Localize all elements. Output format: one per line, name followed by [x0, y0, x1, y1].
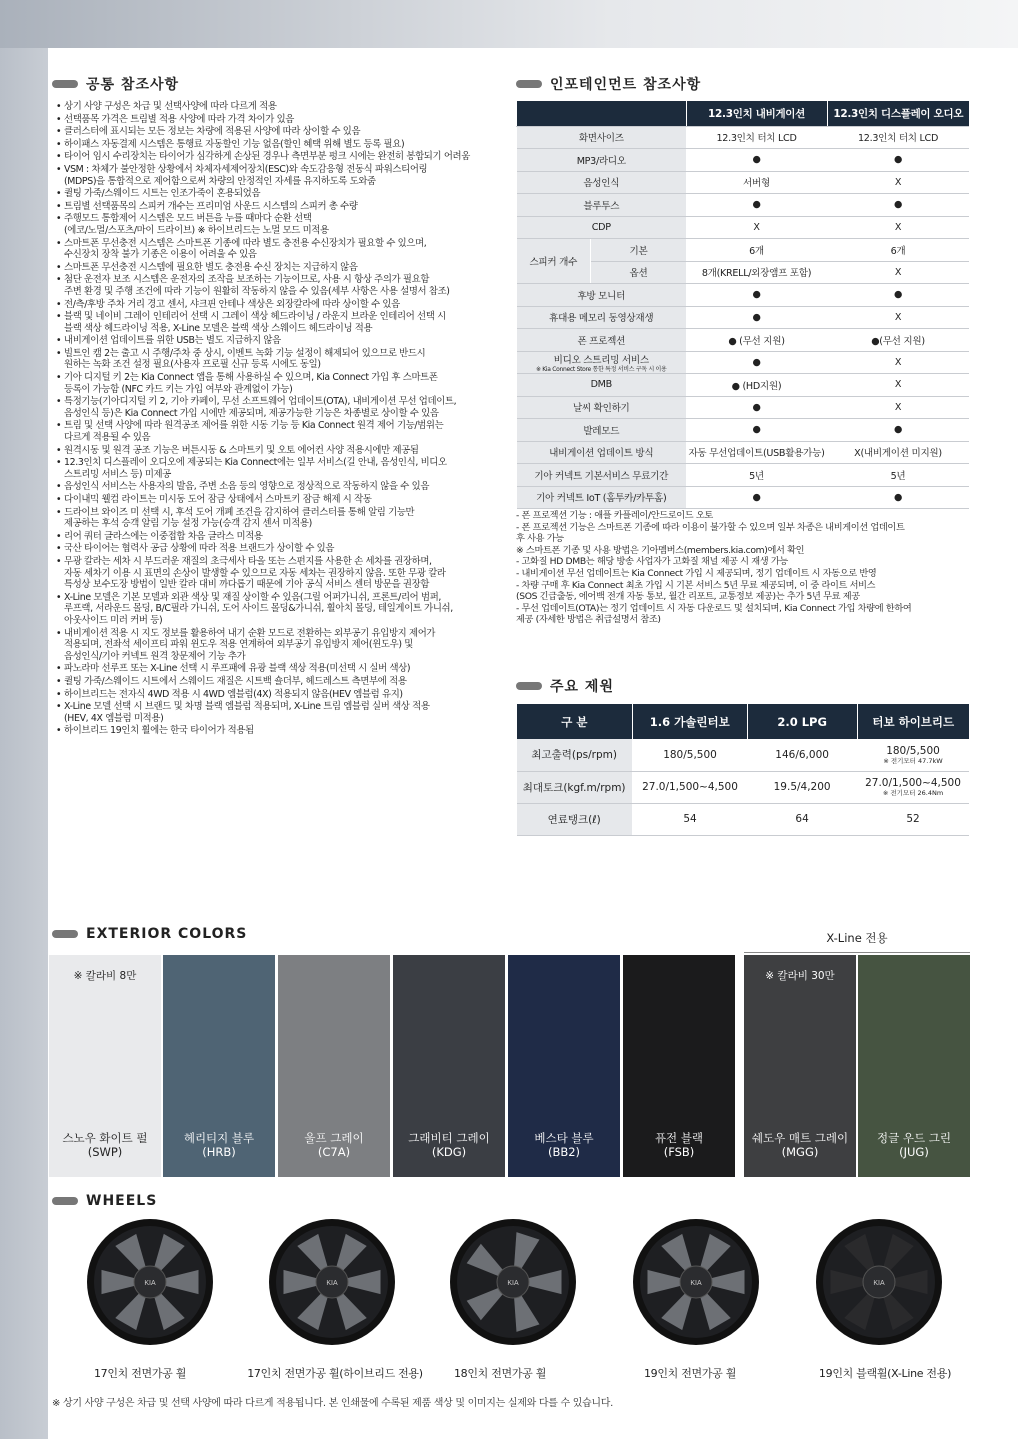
svg-text:KIA: KIA	[326, 1280, 338, 1287]
color-name: 정글 우드 그린 (JUG)	[877, 1131, 951, 1159]
top-band	[0, 0, 1018, 48]
color-name: 스노우 화이트 펄 (SWP)	[62, 1131, 148, 1159]
note-item: • 빌트인 캠 2는 출고 시 주행/주차 중 상시, 이벤트 녹화 기능 설정이 해제되어 있으므로 반드시 원하는 녹화 조건 설정 필요(사용자 프로필 신규 등록 시에도 동일)	[56, 348, 506, 371]
spec-row-fuel: 연료탱크(ℓ) 54 64 52	[517, 803, 970, 835]
note-item: • 음성인식 서비스는 사용자의 발음, 주변 소음 등의 영향으로 정상적으로 작동하지 않을 수 있음	[56, 481, 506, 493]
note-item: • 하이패스 자동결제 시스템은 통행료 자동할인 기능 없음(할인 혜택 위해 별도 등록 필요)	[56, 139, 506, 151]
color-swatch	[278, 955, 390, 1177]
note-item: • 12.3인치 디스플레이 오디오에 제공되는 Kia Connect에는 일부 서비스(길 안내, 음성인식, 비디오 스트리밍 서비스 등) 미제공	[56, 457, 506, 480]
specs-title: 주요 제원	[516, 676, 614, 696]
spec-row-torque: 최대토크(kgf.m/rpm) 27.0/1,500~4,500 19.5/4,200 27.0/1,500~4,500 ※ 전기모터 26.4Nm	[517, 771, 970, 803]
col-navigation: 12.3인치 내비게이션	[686, 101, 827, 126]
info-row-speaker: 스피커 개수 기본 6개 6개	[517, 239, 970, 262]
wheel-label: 17인치 전면가공 휠(하이브리드 전용)	[247, 1367, 423, 1380]
info-row: CDP X X	[517, 216, 970, 239]
note-item: • 리어 쿼터 글라스에는 이중접합 차음 글라스 미적용	[56, 531, 506, 543]
svg-text:KIA: KIA	[144, 1280, 156, 1287]
note-item: • 상기 사양 구성은 차급 및 선택사양에 따라 다르게 적용	[56, 101, 506, 113]
wheel-label: 18인치 전면가공 휠	[453, 1367, 547, 1380]
note-item: • 퀼팅 가죽/스웨이드 시트는 인조가죽이 혼용되었음	[56, 188, 506, 200]
info-row: 발레모드 ● ●	[517, 419, 970, 442]
infotainment-title: 인포테인먼트 참조사항	[516, 74, 701, 94]
color-name: 퓨전 블랙 (FSB)	[654, 1131, 704, 1159]
infotainment-table	[516, 101, 969, 509]
info-row: MP3/라디오 ● ●	[517, 149, 970, 172]
specs-table	[516, 704, 969, 836]
note-item: • 다이내믹 웰컴 라이트는 미시동 도어 잠금 상태에서 스마트키 잠금 해제 시 작동	[56, 494, 506, 506]
spec-header: 구 분	[517, 704, 633, 739]
note-item: • 블랙 및 네이비 그레이 인테리어 선택 시 그레이 색상 헤드라이닝 / 라운지 브라운 인테리어 선택 시 블랙 색상 헤드라이닝 적용, X-Line 모델은 블랙 색상 스웨이드 헤드라이닝 적용	[56, 311, 506, 334]
note-item: • 스마트폰 무선충전 시스템에 필요한 별도 충전용 수신 장치는 지급하지 않음	[56, 262, 506, 274]
note-item: • 트림 및 선택 사양에 따라 원격공조 제어를 위한 시동 기능 등 Kia Connect 원격 제어 기능/범위는 다르게 적용될 수 있음	[56, 420, 506, 443]
info-row: DMB ● (HD지원) X	[517, 374, 970, 397]
note-item: • VSM : 차체가 불안정한 상황에서 차체자세제어장치(ESC)와 속도감응형 전동식 파워스티어링 (MDPS)을 통합적으로 제어함으로써 차량의 안정적인 자세를 유지하도록 도와줌	[56, 164, 506, 187]
note-item: • X-Line 모델 선택 시 브랜드 및 차명 블랙 엠블럼 적용되며, X-Line 트림 엠블럼 실버 색상 적용 (HEV, 4X 엠블럼 미적용)	[56, 701, 506, 724]
note-item: • 첨단 운전자 보조 시스템은 운전자의 조작을 보조하는 기능이므로, 사용 시 항상 주의가 필요함 주변 환경 및 주행 조건에 따라 기능이 원활히 작동하지 않을 수 있음(세부 사항은 사용 설명서 참조)	[56, 274, 506, 297]
info-row: 기아 커넥트 IoT (홈투카/카투홈) ● ●	[517, 486, 970, 509]
wheel-image	[815, 1218, 943, 1346]
color-swatch	[508, 955, 620, 1177]
note-item: • 내비게이션 업데이트를 위한 USB는 별도 지급하지 않음	[56, 335, 506, 347]
color-name: 울프 그레이 (C7A)	[304, 1131, 364, 1159]
svg-text:KIA: KIA	[507, 1280, 519, 1287]
info-row: 날씨 확인하기 ● X	[517, 396, 970, 419]
spec-header: 2.0 LPG	[747, 704, 857, 739]
note-item: • 무광 칼라는 세차 시 부드러운 재질의 초극세사 타올 또는 스펀지를 사용한 손 세차를 권장하며, 자동 세차기 이용 시 표면의 손상이 발생할 수 있으므로 자동 세차는 권장하지 않음. 또한 무광 칼라 특성상 보수도장 방법이 일반 칼라 대비 까다롭기 때문에 기아 공식 서비스 센터 방문을 권장함	[56, 556, 506, 591]
note-item: • 주행모드 통합제어 시스템은 모드 버튼을 누를 때마다 순환 선택 (에코/노멀/스포츠/마이 드라이브) ※ 하이브리드는 노멀 모드 미적용	[56, 213, 506, 236]
info-row: 화면사이즈 12.3인치 터치 LCD 12.3인치 터치 LCD	[517, 126, 970, 149]
spec-row-power: 최고출력(ps/rpm) 180/5,500 146/6,000 180/5,500 ※ 전기모터 47.7kW	[517, 739, 970, 771]
color-name: 베스타 블루 (BB2)	[534, 1131, 594, 1159]
note-item: • 하이브리드는 전자식 4WD 적용 시 4WD 엠블럼(4X) 적용되지 않음(HEV 엠블럼 유지)	[56, 689, 506, 701]
wheel-label: 19인치 블랙휠(X-Line 전용)	[818, 1367, 952, 1380]
note-item: • 퀼팅 가죽/스웨이드 시트에서 스웨이드 재질은 시트백 숄더부, 헤드레스트 측면부에 적용	[56, 676, 506, 688]
note-item: • 전/측/후방 주차 거리 경고 센서, 샤크핀 안테나 색상은 외장칼라에 따라 상이할 수 있음	[56, 299, 506, 311]
note-item: • 트림별 선택품목의 스피커 개수는 프리미엄 사운드 시스템의 스피커 총 수량	[56, 201, 506, 213]
note-item: • 하이브리드 19인치 휠에는 한국 타이어가 적용됨	[56, 725, 506, 737]
note-item: • 국산 타이어는 협력사 공급 상황에 따라 적용 브랜드가 상이할 수 있음	[56, 543, 506, 555]
color-name: 그래비티 그레이 (KDG)	[408, 1131, 490, 1159]
info-row: 휴대용 메모리 동영상재생 ● X	[517, 306, 970, 329]
color-swatch	[49, 955, 161, 1177]
exterior-title: EXTERIOR COLORS	[52, 926, 247, 942]
color-swatch	[623, 955, 735, 1177]
note-item: • X-Line 모델은 기본 모델과 외관 색상 및 재질 상이할 수 있음(그릴 어퍼가니쉬, 프론트/리어 범퍼, 루프랙, 서라운드 몰딩, B/C필라 가니쉬, 도어 사이드 몰딩&가니쉬, 휠아치 몰딩, 테일게이트 가니쉬, 아웃사이드 미러 커버 등)	[56, 592, 506, 627]
note-item: • 스마트폰 무선충전 시스템은 스마트폰 기종에 따라 별도 충전용 수신장치가 필요할 수 있으며, 수신장치 장착 불가 기종은 이용이 어려울 수 있음	[56, 238, 506, 261]
svg-text:KIA: KIA	[873, 1280, 885, 1287]
spec-header: 1.6 가솔린터보	[632, 704, 747, 739]
color-price-note: ※ 칼라비 8만	[73, 970, 137, 982]
wheels-title: WHEELS	[52, 1193, 157, 1209]
info-row: 기아 커넥트 기본서비스 무료기간 5년 5년	[517, 464, 970, 487]
xline-label: X-Line 전용	[744, 930, 970, 953]
color-price-note: ※ 칼라비 30만	[765, 970, 835, 982]
info-row: 폰 프로젝션 ● (무선 지원) ●(무선 지원)	[517, 329, 970, 352]
wheel-image	[268, 1218, 396, 1346]
spec-header: 터보 하이브리드	[857, 704, 969, 739]
wheel-label: 17인치 전면가공 휠	[93, 1367, 187, 1380]
color-name: 쉐도우 매트 그레이 (MGG)	[751, 1131, 849, 1159]
info-row: 음성인식 서버형 X	[517, 171, 970, 194]
wheel-image	[86, 1218, 214, 1346]
note-item: • 파노라마 선루프 또는 X-Line 선택 시 루프패에 유광 블랙 색상 적용(미선택 시 실버 색상)	[56, 663, 506, 675]
info-row: 내비게이션 업데이트 방식 자동 무선업데이트(USB활용가능) X(내비게이션 미지원)	[517, 441, 970, 464]
info-row: 후방 모니터 ● ●	[517, 284, 970, 307]
wheel-image	[632, 1218, 760, 1346]
wheel-label: 19인치 전면가공 휠	[643, 1367, 737, 1380]
note-item: • 타이어 임시 수리장치는 타이어가 심각하게 손상된 경우나 측면부분 펑크 시에는 완전히 봉합되기 어려움	[56, 151, 506, 163]
info-row: 블루투스 ● ●	[517, 194, 970, 217]
info-row-video: 비디오 스트리밍 서비스 ※ Kia Connect Store 통한 특정 서비스 구독 시 이용 ● X	[517, 351, 970, 374]
color-name: 헤리티지 블루 (HRB)	[183, 1131, 255, 1159]
common-notes-title: 공통 참조사항	[52, 74, 179, 94]
note-item: • 기아 디지털 키 2는 Kia Connect 앱을 통해 사용하실 수 있으며, Kia Connect 가입 후 스마트폰 등록이 가능함 (NFC 카드 키는 가입 여부와 관계없이 가능)	[56, 372, 506, 395]
color-swatch	[744, 955, 856, 1177]
svg-text:KIA: KIA	[690, 1280, 702, 1287]
col-display-audio: 12.3인치 디스플레이 오디오	[827, 101, 969, 126]
note-item: • 클러스터에 표시되는 모든 정보는 차량에 적용된 사양에 따라 상이할 수 있음	[56, 126, 506, 138]
infotainment-notes: - 폰 프로젝션 기능 : 애플 카플레이/안드로이드 오토 - 폰 프로젝션 기능은 스마트폰 기종에 따라 이용이 불가할 수 있으며 일부 차종은 내비게이션 업데이트 후 사용 가능 ※ 스마트폰 기종 및 사용 방법은 기아멤버스(members.kia.com)에서 확인 - 고화질 HD DMB는 해당 방송 사업자가 고화질 채널 제공 시 재생 가능 - 내비게이션 무선 업데이트는 Kia Connect 가입 시 제공되며, 정기 업데이트 시 자동으로 반영 - 차량 구매 후 Kia Connect 최초 가입 시 기본 서비스 5년 무료 제공되며, 이 중 라이트 서비스 (SOS 긴급출동, 에어백 전개 자동 통보, 월간 리포트, 교통정보 제공)는 추가 5년 무료 제공 - 무선 업데이트(OTA)는 정기 업데이트 시 자동 다운로드 및 설치되며, Kia Connect 가입 차량에 한하여 제공 (자세한 방법은 취급설명서 참조)	[516, 510, 912, 626]
wheel-image	[449, 1218, 577, 1346]
footer-note: ※ 상기 사양 구성은 차급 및 선택 사양에 따라 다르게 적용됩니다. 본 인쇄물에 수록된 제품 색상 및 이미지는 실제와 다를 수 있습니다.	[52, 1398, 614, 1409]
info-row-speaker: 옵션 8개(KRELL/외장앰프 포함) X	[517, 261, 970, 284]
note-item: • 내비게이션 적용 시 지도 정보를 활용하여 내기 순환 모드로 전환하는 외부공기 유입방지 제어가 적용되며, 전좌석 세이프티 파워 윈도우 적용 연계하여 외부공기 유입방지 제어(윈도우) 및 음성인식/기아 커넥트 원격 창문제어 기능 추가	[56, 628, 506, 663]
note-item: • 원격시동 및 원격 공조 기능은 버튼시동 & 스마트키 및 오토 에어컨 사양 적용시에만 제공됨	[56, 445, 506, 457]
color-swatch	[393, 955, 505, 1177]
common-notes-list	[56, 101, 506, 738]
note-item: • 특정기능(기아디지털 키 2, 기아 카페이, 무선 소프트웨어 업데이트(OTA), 내비게이션 무선 업데이트, 음성인식 등)은 Kia Connect 가입 시에만 제공되며, 제공가능한 기능은 차종별로 상이할 수 있음	[56, 396, 506, 419]
note-item: • 선택품목 가격은 트림별 적용 사양에 따라 가격 차이가 있음	[56, 114, 506, 126]
note-item: • 드라이브 와이즈 미 선택 시, 후석 도어 개폐 조건을 감지하여 클러스터를 통해 알림 기능만 제공하는 후석 승객 알림 기능 설정 가능(승객 감지 센서 미적용)	[56, 507, 506, 530]
color-swatch	[163, 955, 275, 1177]
color-swatch	[858, 955, 970, 1177]
